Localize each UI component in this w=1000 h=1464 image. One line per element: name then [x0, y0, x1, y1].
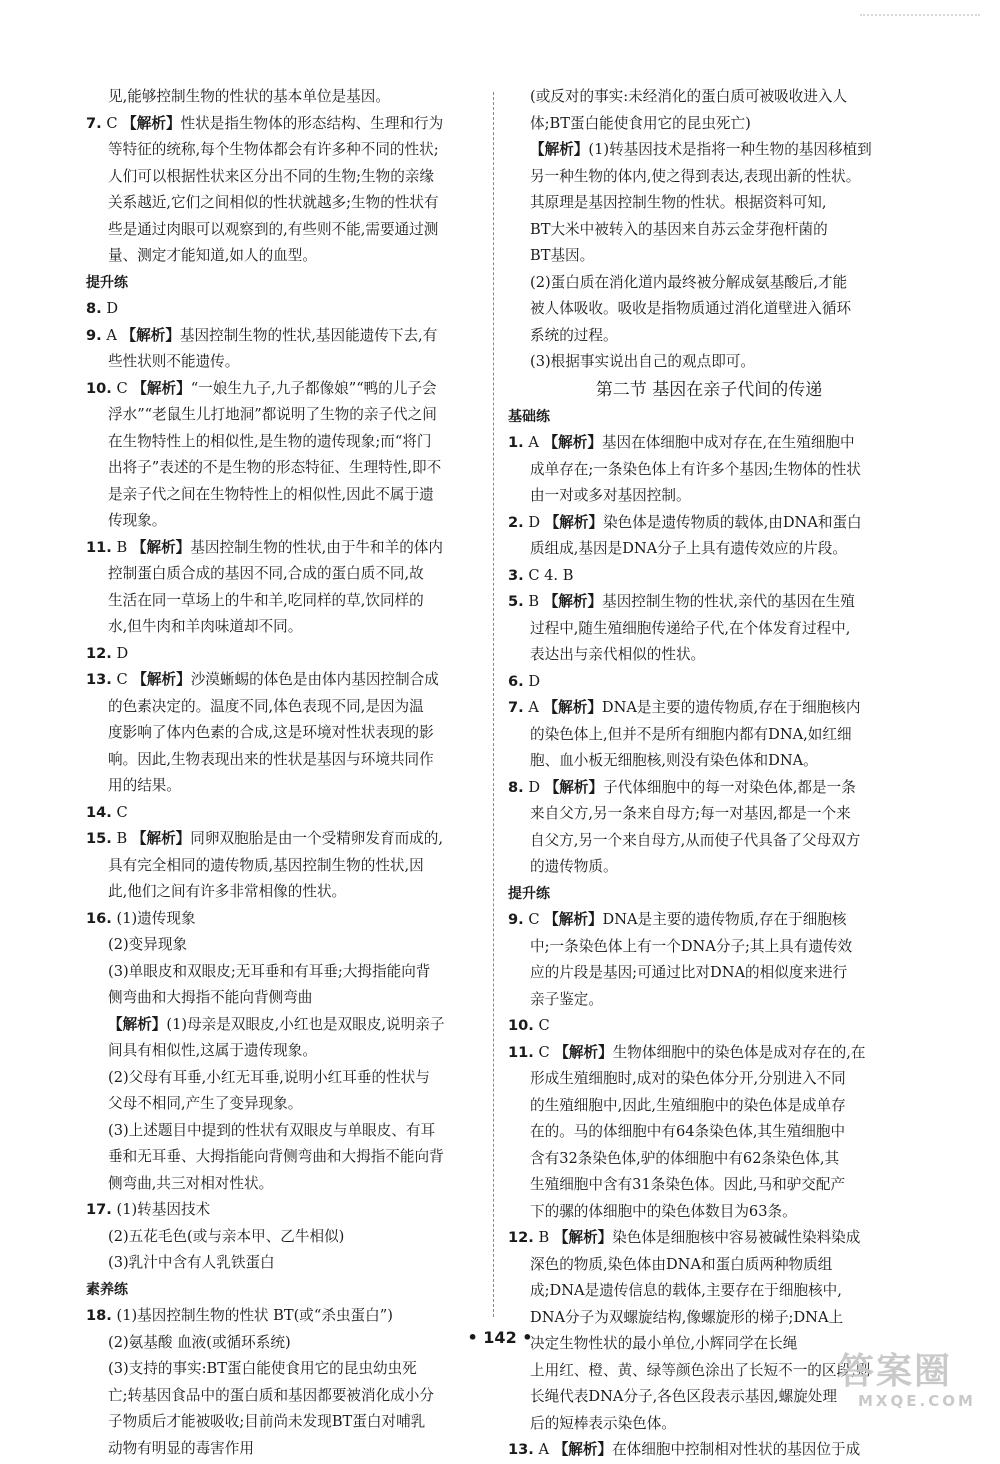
line-text: C [533, 1017, 550, 1034]
text-line [86, 1356, 480, 1383]
analysis-text: (1)母亲是双眼皮,小红也是双眼皮,说明亲子 [166, 1015, 445, 1033]
analysis-text: 基因控制生物的性状,亲代的基因在生殖 [602, 593, 855, 610]
text-line [86, 588, 480, 615]
text-line [86, 694, 480, 721]
text-line [508, 589, 910, 616]
text-line [508, 457, 910, 484]
analysis-tag: 【解析】 [530, 141, 589, 158]
section-heading [508, 881, 910, 908]
line-text: 此,他们之间有许多非常相像的性状。 [108, 883, 347, 900]
line-text: 胞、血小板无细胞核,则没有染色体和DNA。 [530, 752, 818, 769]
line-text: 生殖细胞中含有31条染色体。因此,马和驴交配产 [530, 1176, 846, 1193]
question-number: 1. [508, 434, 524, 451]
question-number: 10. [86, 379, 112, 397]
line-text: 生活在同一草场上的牛和羊,吃同样的草,饮同样的 [108, 591, 424, 609]
analysis-text: 沙漠蜥蜴的体色是由体内基因控制合成 [190, 671, 439, 688]
question-number: 17. [86, 1201, 112, 1218]
analysis-tag: 【解析】 [543, 434, 602, 451]
question-number: 2. [508, 513, 524, 531]
line-text: 响。因此,生物表现出来的性状是基因与环境共同作 [108, 750, 434, 768]
text-line [508, 642, 910, 669]
text-line [508, 217, 910, 244]
line-text: 含有32条染色体,驴的体细胞中有62条染色体,其 [530, 1149, 840, 1167]
question-number: 14. [86, 803, 112, 821]
line-text: 应的片段是基因;可通过比对DNA的相似度来进行 [530, 964, 848, 981]
question-number: 10. [508, 1017, 534, 1034]
line-text: 的色素决定的。温度不同,体色表现不同,是因为温 [108, 697, 424, 715]
line-text: BT基因。 [530, 247, 595, 264]
line-text: 形成生殖细胞时,成对的染色体分开,分别进入不同 [530, 1070, 846, 1087]
analysis-tag: 【解析】 [132, 671, 191, 688]
text-line [86, 1065, 480, 1092]
text-line [508, 722, 910, 749]
text-line [508, 695, 910, 722]
text-line [508, 828, 910, 855]
text-line [86, 1091, 480, 1118]
line-text: 被人体吸收。吸收是指物质通过消化道壁进入循环 [530, 300, 852, 317]
analysis-text: “一娘生九子,九子都像娘”“鸭的儿子会 [190, 379, 437, 397]
analysis-text: 基因在体细胞中成对存在,在生殖细胞中 [601, 434, 855, 451]
analysis-tag: 【解析】 [108, 1015, 167, 1033]
analysis-text: 同卵双胞胎是由一个受精卵发育而成的, [190, 830, 443, 847]
question-number: 12. [508, 1229, 534, 1246]
line-text: 系统的过程。 [530, 326, 618, 344]
text-line [508, 934, 910, 961]
text-line [508, 190, 910, 217]
line-text: 的染色体上,但并不是所有细胞内都有DNA,如红细 [530, 725, 852, 743]
line-text: 些是通过肉眼可以观察到的,有些则不能,需要通过测 [108, 220, 439, 238]
line-text: 垂和无耳垂、大拇指能向背侧弯曲和大拇指不能向背 [108, 1148, 444, 1165]
answer-choice: C [111, 671, 133, 688]
line-text: 水,但牛肉和羊肉味道却不同。 [108, 618, 303, 635]
text-line [508, 1040, 910, 1067]
answer-choice: B [111, 538, 132, 556]
question-number: 6. [508, 672, 524, 690]
line-text: 成;DNA是遗传信息的载体,主要存在于细胞核中, [530, 1282, 842, 1299]
line-text: (1)转基因技术 [111, 1201, 211, 1218]
text-line [508, 563, 910, 590]
text-line [86, 1409, 480, 1436]
analysis-tag: 【解析】 [544, 778, 604, 796]
analysis-tag: 【解析】 [553, 1229, 613, 1246]
text-line [86, 853, 480, 880]
answer-choice: B [533, 1229, 554, 1246]
line-text: (3)单眼皮和双眼皮;无耳垂和有耳垂;大拇指能向背 [108, 962, 431, 980]
line-text: (或反对的事实:未经消化的蛋白质可被吸收进入人 [530, 88, 848, 105]
line-text: 在的。马的体细胞中有64条染色体,其生殖细胞中 [530, 1123, 846, 1140]
text-line [508, 987, 910, 1014]
text-line [86, 402, 480, 429]
line-text: 具有完全相同的遗传物质,基因控制生物的性状,因 [108, 856, 424, 874]
line-text: 的生殖细胞中,因此,生殖细胞中的染色体是成单存 [530, 1096, 846, 1114]
analysis-text: 子代体细胞中的每一对染色体,都是一条 [603, 778, 856, 796]
answer-choice: B [523, 593, 544, 610]
line-text: (1)基因控制生物的性状 BT(或“杀虫蛋白”) [111, 1307, 393, 1324]
line-text: 用的结果。 [108, 777, 181, 794]
text-line [508, 536, 910, 563]
text-line [86, 667, 480, 694]
text-line [86, 190, 480, 217]
line-text: 来自父方,另一条来自母方;每一对基因,都是一个来 [530, 805, 851, 822]
text-line [508, 349, 910, 376]
section-heading [86, 270, 480, 297]
line-text: (2)变异现象 [108, 936, 188, 953]
line-text: 亡;转基因食品中的蛋白质和基因都要被消化成小分 [108, 1386, 434, 1404]
line-text: (1)遗传现象 [111, 909, 196, 927]
answer-choice: C [101, 114, 123, 132]
text-line [86, 1144, 480, 1171]
text-line [86, 720, 480, 747]
text-line [86, 1012, 480, 1039]
left-column [86, 84, 480, 1462]
text-line [86, 985, 480, 1012]
text-line [86, 323, 480, 350]
text-line [508, 801, 910, 828]
analysis-text: 基因控制生物的性状,基因能遗传下去,有 [179, 326, 438, 344]
line-text: 另一种生物的体内,使之得到表达,表现出新的性状。 [530, 167, 861, 185]
text-line [86, 1171, 480, 1198]
text-line [508, 1225, 910, 1252]
question-number: 7. [508, 699, 524, 716]
analysis-tag: 【解析】 [121, 326, 180, 344]
answer-choice: A [533, 1441, 554, 1458]
line-text: 侧弯曲和大拇指不能向背侧弯曲 [108, 989, 313, 1006]
question-number: 16. [86, 909, 112, 927]
text-line [508, 854, 910, 881]
text-line [508, 483, 910, 510]
text-line [86, 932, 480, 959]
question-number: 9. [508, 911, 524, 928]
line-text: 质组成,基因是DNA分子上具有遗传效应的片段。 [530, 540, 847, 557]
text-line [86, 376, 480, 403]
line-text: 长绳代表DNA分子,各色区段表示基因,螺旋处理 [530, 1388, 837, 1405]
text-line [508, 748, 910, 775]
text-line [508, 1252, 910, 1279]
line-text: D [523, 672, 541, 690]
analysis-text: 在体细胞中控制相对性状的基因位于成 [612, 1441, 861, 1458]
text-line [508, 960, 910, 987]
line-text: DNA分子为双螺旋结构,像螺旋形的梯子;DNA上 [530, 1308, 844, 1326]
line-text: (3)根据事实说出自己的观点即可。 [530, 353, 755, 370]
text-line [86, 164, 480, 191]
analysis-tag: 【解析】 [131, 830, 191, 847]
analysis-text: 基因控制生物的性状,由于牛和羊的体内 [190, 538, 443, 556]
question-number: 11. [86, 538, 112, 556]
text-line [86, 349, 480, 376]
line-text: C 4. B [523, 566, 574, 584]
text-line [508, 1411, 910, 1438]
line-text: 亲子鉴定。 [530, 990, 603, 1008]
line-text: 第二节 基因在亲子代间的传递 [595, 379, 823, 400]
analysis-tag: 【解析】 [122, 114, 181, 132]
watermark-logo [838, 1352, 998, 1414]
analysis-text: DNA是主要的遗传物质,存在于细胞核 [602, 911, 847, 928]
text-line [508, 1013, 910, 1040]
question-number: 13. [86, 671, 112, 688]
text-line [86, 296, 480, 323]
text-line [508, 111, 910, 138]
line-text: 侧弯曲,共三对相对性状。 [108, 1174, 274, 1192]
line-text: 人们可以根据性状来区分出不同的生物;生物的亲缘 [108, 167, 434, 185]
line-text: (2)父母有耳垂,小红无耳垂,说明小红耳垂的性状与 [108, 1068, 430, 1086]
line-text: (2)蛋白质在消化道内最终被分解成氨基酸后,才能 [530, 273, 848, 291]
line-text: 自父方,另一个来自母方,从而使子代具备了父母双方 [530, 831, 861, 849]
line-text: 控制蛋白质合成的基因不同,合成的蛋白质不同,故 [108, 565, 424, 582]
text-line [86, 217, 480, 244]
answer-choice: D [523, 778, 545, 796]
text-line [86, 111, 480, 138]
analysis-text: 性状是指生物体的形态结构、生理和行为 [180, 114, 444, 132]
column-divider [493, 92, 494, 1317]
question-number: 15. [86, 830, 112, 847]
analysis-text: (1)转基因技术是指将一种生物的基因移植到 [588, 141, 872, 158]
line-text: 度影响了体内色素的合成,这是环境对性状表现的影 [108, 724, 434, 741]
text-line [508, 1172, 910, 1199]
analysis-tag: 【解析】 [543, 699, 602, 716]
question-number: 9. [86, 326, 102, 344]
question-number: 11. [508, 1043, 534, 1061]
line-text: 的遗传物质。 [530, 858, 618, 875]
text-line [508, 1278, 910, 1305]
answer-choice: C [111, 379, 133, 397]
answer-choice: A [523, 699, 544, 716]
text-line [508, 137, 910, 164]
top-decoration [860, 0, 980, 16]
text-line [86, 535, 480, 562]
line-text: 中;一条染色体上有一个DNA分子;其上具有遗传效 [530, 937, 853, 955]
line-text: 体;BT蛋白能使食用它的昆虫死亡) [530, 114, 751, 132]
line-text: 深色的物质,染色体由DNA和蛋白质两种物质组 [530, 1255, 833, 1273]
text-line [508, 775, 910, 802]
line-text: 过程中,随生殖细胞传递给子代,在个体发育过程中, [530, 619, 851, 637]
text-line [508, 616, 910, 643]
page-number: • 142 • [467, 1328, 533, 1347]
right-column [508, 84, 910, 1464]
answer-choice: A [101, 326, 122, 344]
line-text: 决定生物性状的最小单位,小辉同学在长绳 [530, 1335, 798, 1352]
line-text: (3)支持的事实:BT蛋白能使食用它的昆虫幼虫死 [108, 1360, 417, 1377]
line-text: 由一对或多对基因控制。 [530, 487, 691, 504]
text-line [508, 430, 910, 457]
question-number: 18. [86, 1307, 112, 1324]
line-text: 下的骡的体细胞中的染色体数目为63条。 [530, 1202, 797, 1220]
line-text: 后的短棒表示染色体。 [530, 1414, 676, 1432]
text-line [508, 296, 910, 323]
text-line [508, 1119, 910, 1146]
line-text: 基础练 [508, 408, 550, 425]
text-line [508, 1437, 910, 1464]
text-line [86, 800, 480, 827]
analysis-tag: 【解析】 [544, 911, 603, 928]
line-text: (2)氨基酸 血液(或循环系统) [108, 1333, 291, 1351]
text-line [86, 906, 480, 933]
text-line [86, 1383, 480, 1410]
analysis-text: 染色体是遗传物质的载体,由DNA和蛋白 [603, 513, 862, 531]
answer-choice: C [533, 1043, 555, 1061]
watermark-url: MXQE.COM [858, 1392, 976, 1410]
analysis-text: DNA是主要的遗传物质,存在于细胞核内 [601, 699, 861, 716]
text-line [86, 826, 480, 853]
question-number: 5. [508, 593, 524, 610]
text-line [508, 907, 910, 934]
section-heading [508, 404, 910, 431]
analysis-text: 生物体细胞中的染色体是成对存在的,在 [612, 1043, 866, 1061]
answer-choice: D [523, 513, 545, 531]
text-line [508, 669, 910, 696]
chapter-heading [508, 376, 910, 404]
line-text: 量、测定才能知道,如人的血型。 [108, 247, 317, 264]
line-text: 动物有明显的毒害作用 [108, 1439, 254, 1457]
text-line [86, 1197, 480, 1224]
text-line [86, 773, 480, 800]
line-text: 传现象。 [108, 512, 167, 529]
line-text: 其原理是基因控制生物的性状。根据资料可知, [530, 194, 827, 211]
text-line [86, 561, 480, 588]
text-line [508, 1066, 910, 1093]
text-line [86, 482, 480, 509]
text-line [508, 270, 910, 297]
text-line [86, 508, 480, 535]
section-heading [86, 1277, 480, 1304]
answer-choice: A [523, 434, 544, 451]
line-text: 浮水”“老鼠生儿打地洞”都说明了生物的亲子代之间 [108, 406, 437, 423]
line-text: 表达出与亲代相似的性状。 [530, 646, 706, 663]
line-text: (3)上述题目中提到的性状有双眼皮与单眼皮、有耳 [108, 1121, 436, 1139]
question-number: 13. [508, 1441, 534, 1458]
question-number: 12. [86, 644, 112, 662]
line-text: 子物质后才能被吸收;目前尚未发现BT蛋白对哺乳 [108, 1413, 426, 1430]
line-text: 提升练 [86, 274, 128, 291]
answer-choice: C [523, 911, 545, 928]
analysis-tag: 【解析】 [554, 1043, 613, 1061]
line-text: BT大米中被转入的基因来自苏云金芽孢杆菌的 [530, 220, 828, 238]
text-line [508, 164, 910, 191]
line-text: D [101, 300, 119, 317]
watermark-text: 答案圈 [838, 1351, 953, 1392]
text-line [508, 510, 910, 537]
analysis-tag: 【解析】 [131, 538, 191, 556]
line-text: C [111, 803, 128, 821]
text-line [508, 1199, 910, 1226]
text-line [86, 243, 480, 270]
text-line [86, 429, 480, 456]
text-line [86, 1038, 480, 1065]
text-line [86, 455, 480, 482]
line-text: 在生物特性上的相似性,是生物的遗传现象;而“将门 [108, 432, 432, 450]
analysis-tag: 【解析】 [553, 1441, 613, 1458]
line-text: 成单存在;一条染色体上有许多个基因;生物体的性状 [530, 460, 861, 478]
text-line [86, 1436, 480, 1463]
question-number: 8. [86, 300, 102, 317]
question-number: 3. [508, 566, 524, 584]
text-line [86, 1118, 480, 1145]
text-line [86, 641, 480, 668]
line-text: (3)乳汁中含有人乳铁蛋白 [108, 1254, 275, 1271]
analysis-tag: 【解析】 [132, 379, 191, 397]
text-line [86, 1250, 480, 1277]
line-text: D [111, 644, 129, 662]
text-line [508, 1093, 910, 1120]
line-text: 些性状则不能遗传。 [108, 353, 240, 370]
line-text: 提升练 [508, 885, 550, 902]
text-line [86, 614, 480, 641]
line-text: 是亲子代之间在生物特性上的相似性,因此不属于遗 [108, 485, 434, 503]
text-line [508, 84, 910, 111]
text-line [86, 747, 480, 774]
text-line [86, 84, 480, 111]
text-line [86, 879, 480, 906]
text-line [508, 243, 910, 270]
line-text: 出将子”表述的不是生物的形态特征、生理特性,即不 [108, 459, 442, 476]
line-text: 父母不相同,产生了变异现象。 [108, 1095, 303, 1112]
question-number: 8. [508, 778, 524, 796]
text-line [508, 323, 910, 350]
line-text: 间具有相似性,这属于遗传现象。 [108, 1042, 317, 1059]
text-line [86, 1224, 480, 1251]
analysis-tag: 【解析】 [543, 593, 603, 610]
line-text: 见,能够控制生物的性状的基本单位是基因。 [108, 88, 390, 105]
text-line [86, 959, 480, 986]
line-text: 素养练 [86, 1281, 128, 1298]
line-text: (2)五花毛色(或与亲本甲、乙牛相似) [108, 1227, 345, 1245]
line-text: 关系越近,它们之间相似的性状就越多;生物的性状有 [108, 194, 439, 211]
answer-choice: B [111, 830, 132, 847]
analysis-text: 染色体是细胞核中容易被碱性染料染成 [612, 1229, 861, 1246]
text-line [508, 1146, 910, 1173]
question-number: 7. [86, 114, 102, 132]
line-text: 上用红、橙、黄、绿等颜色涂出了长短不一的区段,则 [530, 1361, 871, 1379]
analysis-tag: 【解析】 [544, 513, 604, 531]
text-line [86, 137, 480, 164]
line-text: 等特征的统称,每个生物体都会有许多种不同的性状; [108, 141, 439, 158]
